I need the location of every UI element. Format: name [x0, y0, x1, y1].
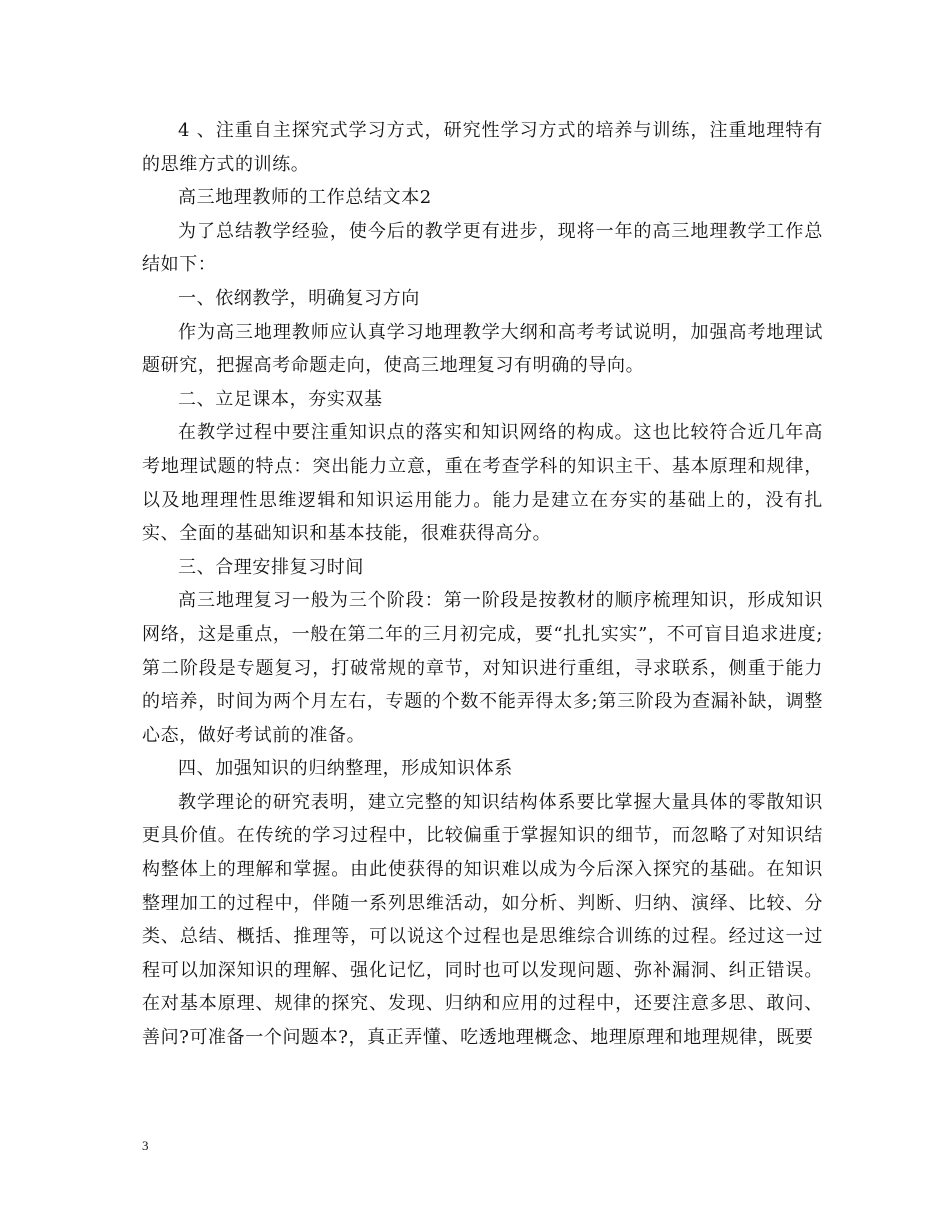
heading-four: 四、加强知识的归纳整理，形成知识体系 [178, 758, 513, 780]
section-title: 高三地理教师的工作总结文本2 [178, 187, 432, 209]
document-body [142, 114, 823, 1055]
heading-two: 二、立足课本，夯实双基 [178, 388, 383, 410]
paragraph-intro: 为了总结教学经验，使今后的教学更有进步，现将一年的高三地理教学工作总结如下： [142, 220, 823, 276]
heading-three: 三、合理安排复习时间 [178, 556, 364, 578]
paragraph-one: 作为高三地理教师应认真学习地理教学大纲和高考考试说明，加强高考地理试题研究，把握高考命题走向，使高三地理复习有明确的导向。 [142, 321, 823, 377]
paragraph-point-4: 4 、注重自主探究式学习方式，研究性学习方式的培养与训练，注重地理特有的思维方式的训练。 [142, 120, 823, 175]
paragraph-four: 教学理论的研究表明，建立完整的知识结构体系要比掌握大量具体的零散知识更具价值。在传统的学习过程中，比较偏重于掌握知识的细节，而忽略了对知识结构整体上的理解和掌握。由此使获得的知识难以成为今后深入探究的基础。在知识整理加工的过程中，伴随一系列思维活动，如分析、判断、归纳、演绎、比较、分类、总结、概括、推理等，可以说这个过程也是思维综合训练的过程。经过这一过程可以加深知识的理解、强化记忆，同时也可以发现问题、弥补漏洞、纠正错误。在对基本原理、规律的探究、发现、归纳和应用的过程中，还要注意多思、敢问、善问?可准备一个问题本?，真正弄懂、吃透地理概念、地理原理和地理规律，既要 [142, 791, 823, 1049]
paragraph-three: 高三地理复习一般为三个阶段：第一阶段是按教材的顺序梳理知识，形成知识网络，这是重点，一般在第二年的三月初完成，要“扎扎实实”，不可盲目追求进度;第二阶段是专题复习，打破常规的章节，对知识进行重组，寻求联系，侧重于能力的培养，时间为两个月左右，专题的个数不能弄得太多;第三阶段为查漏补缺，调整心态，做好考试前的准备。 [142, 590, 823, 746]
heading-one: 一、依纲教学，明确复习方向 [178, 287, 420, 309]
paragraph-two: 在教学过程中要注重知识点的落实和知识网络的构成。这也比较符合近几年高考地理试题的特点：突出能力立意，重在考查学科的知识主干、基本原理和规律，以及地理理性思维逻辑和知识运用能力。能力是建立在夯实的基础上的，没有扎实、全面的基础知识和基本技能，很难获得高分。 [142, 422, 823, 545]
page-number: 3 [142, 1138, 149, 1153]
